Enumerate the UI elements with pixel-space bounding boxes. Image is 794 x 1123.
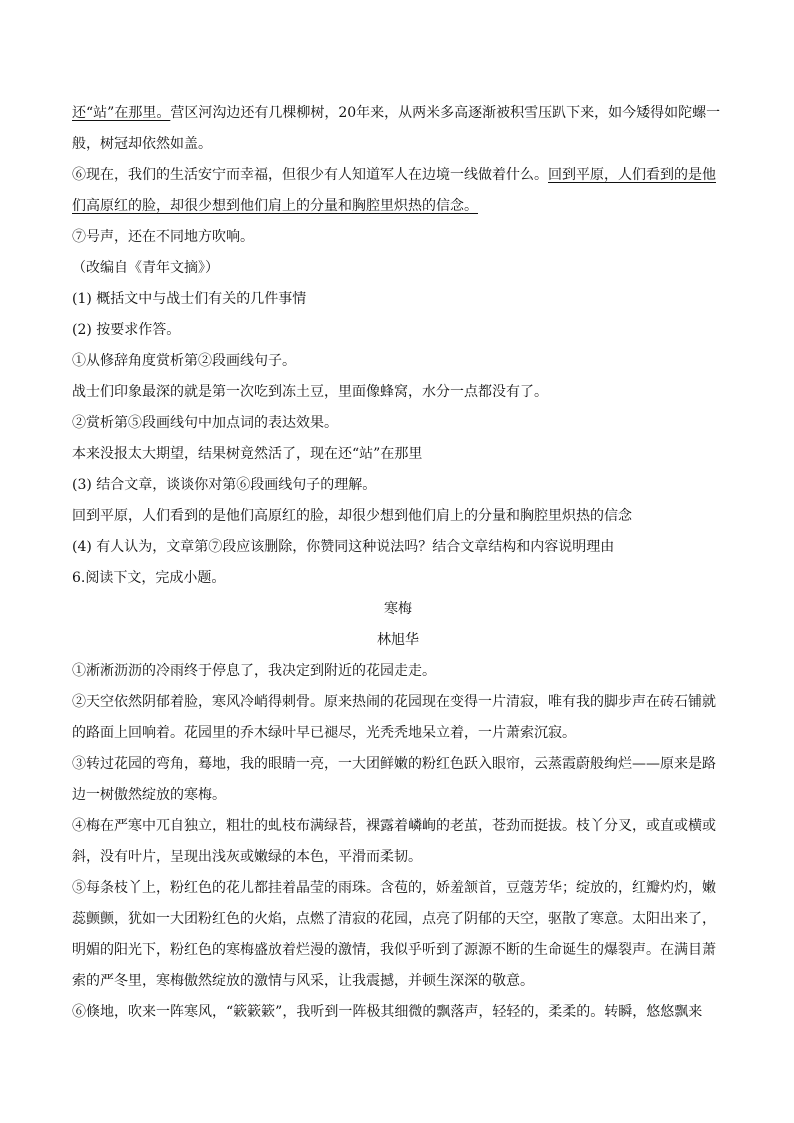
question-2-quote-1: 战士们印象最深的就是第一次吃到冻土豆，里面像蜂窝，水分一点都没有了。 xyxy=(72,384,548,400)
document-page xyxy=(72,98,724,1028)
paragraph-6 xyxy=(72,160,724,222)
article-paragraph-3: ③转过花园的弯角，蓦地，我的眼睛一亮，一大团鲜嫩的粉红色跃入眼帘，云蒸霞蔚般绚烂——原来是路边一树傲然绽放的寒梅。 xyxy=(72,756,716,803)
paragraph-text: 营区河沟边还有几棵柳树，20年来，从两米多高逐渐被积雪压趴下来，如今矮得如陀螺一般，树冠却依然如盖。 xyxy=(72,105,721,152)
question-3: (3) 结合文章，谈谈你对第⑥段画线句子的理解。 xyxy=(72,477,377,493)
question-4: (4) 有人认为，文章第⑦段应该删除，你赞同这种说法吗？结合文章结构和内容说明理由 xyxy=(72,539,615,555)
question-1: (1) 概括文中与战士们有关的几件事情 xyxy=(72,291,307,307)
paragraph-5-continuation xyxy=(72,98,724,160)
section-6-heading: 6.阅读下文，完成小题。 xyxy=(72,570,226,586)
paragraph-7: ⑦号声，还在不同地方吹响。 xyxy=(72,229,254,245)
source-note: （改编自《青年文摘》） xyxy=(72,260,219,276)
article-paragraph-6: ⑥倏地，吹来一阵寒风，“簌簌簌”，我听到一阵极其细微的飘落声，轻轻的，柔柔的。转瞬，悠悠飘来 xyxy=(72,1004,703,1020)
article-paragraph-5: ⑤每条枝丫上，粉红色的花儿都挂着晶莹的雨珠。含苞的，娇羞颔首，豆蔻芳华；绽放的，红瓣灼灼，嫩蕊颤颤，犹如一大团粉红色的火焰，点燃了清寂的花园，点亮了阴郁的天空，驱散了寒意。太阳出来了，明媚的阳光下，粉红色的寒梅盛放着烂漫的激情，我似乎听到了源源不断的生命诞生的爆裂声。在满目萧索的严冬里，寒梅傲然绽放的激情与风采，让我震撼，并顿生深深的敬意。 xyxy=(72,880,716,989)
question-2-sub-2: ②赏析第⑤段画线句中加点词的表达效果。 xyxy=(72,415,338,431)
article-title: 寒梅 xyxy=(384,601,412,617)
article-author: 林旭华 xyxy=(377,632,419,648)
paragraph-text: ⑥现在，我们的生活安宁而幸福，但很少有人知道军人在边境一线做着什么。 xyxy=(72,167,548,183)
question-2-sub-1: ①从修辞角度赏析第②段画线句子。 xyxy=(72,353,296,369)
underlined-sentence: 回到平原，人们看到的是他们高原红的脸，却很少想到他们肩上的分量和胸腔里炽热的信念。 xyxy=(72,167,716,214)
question-3-quote: 回到平原，人们看到的是他们高原红的脸，却很少想到他们肩上的分量和胸腔里炽热的信念 xyxy=(72,508,632,524)
article-paragraph-1: ①淅淅沥沥的冷雨终于停息了，我决定到附近的花园走走。 xyxy=(72,663,436,679)
question-2: (2) 按要求作答。 xyxy=(72,322,181,338)
question-2-quote-2: 本来没报太大期望，结果树竟然活了，现在还“站”在那里 xyxy=(72,446,423,462)
article-paragraph-2: ②天空依然阴郁着脸，寒风冷峭得刺骨。原来热闹的花园现在变得一片清寂，唯有我的脚步声在砖石铺就的路面上回响着。花园里的乔木绿叶早已褪尽，光秃秃地呆立着，一片萧索沉寂。 xyxy=(72,694,716,741)
underlined-phrase: 还“站”在那里。 xyxy=(72,105,171,121)
article-paragraph-4: ④梅在严寒中兀自独立，粗壮的虬枝布满绿苔，裸露着嶙峋的老茧，苍劲而挺拔。枝丫分叉，或直或横或斜，没有叶片，呈现出浅灰或嫩绿的本色，平滑而柔韧。 xyxy=(72,818,716,865)
